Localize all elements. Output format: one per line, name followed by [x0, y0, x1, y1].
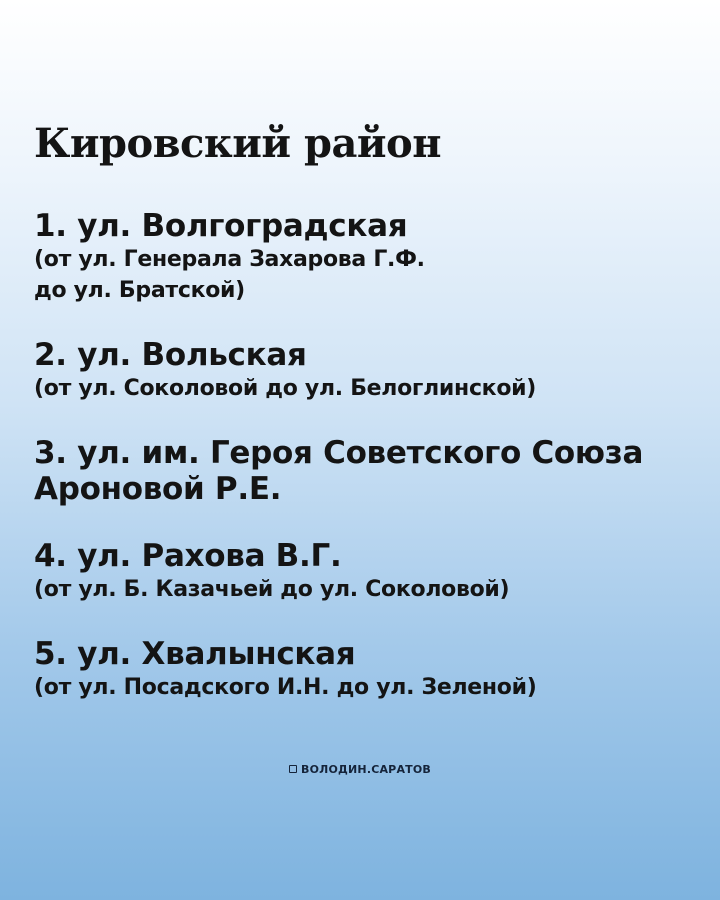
street-name: 4. ул. Рахова В.Г. [34, 538, 342, 574]
street-range: (от ул. Соколовой до ул. Белоглинской) [34, 376, 537, 401]
street-list [34, 208, 706, 734]
street-range: (от ул. Генерала Захарова Г.Ф. [34, 247, 425, 272]
street-name: 5. ул. Хвалынская [34, 636, 356, 672]
street-name: 3. ул. им. Героя Советского Союза [34, 435, 644, 471]
list-item [34, 208, 706, 306]
page-title: Кировский район [34, 120, 442, 167]
street-range: (от ул. Б. Казачьей до ул. Соколовой) [34, 577, 510, 602]
footer-brand [0, 762, 720, 778]
list-item [34, 435, 706, 507]
square-icon [289, 765, 297, 773]
list-item [34, 538, 706, 605]
street-range: до ул. Братской) [34, 278, 245, 303]
list-item [34, 337, 706, 404]
street-range: (от ул. Посадского И.Н. до ул. Зеленой) [34, 675, 537, 700]
street-name: 2. ул. Вольская [34, 337, 307, 373]
list-item [34, 636, 706, 703]
street-name: 1. ул. Волгоградская [34, 208, 408, 244]
street-name: Ароновой Р.Е. [34, 471, 282, 507]
brand-name: ВОЛОДИН.САРАТОВ [300, 763, 431, 776]
